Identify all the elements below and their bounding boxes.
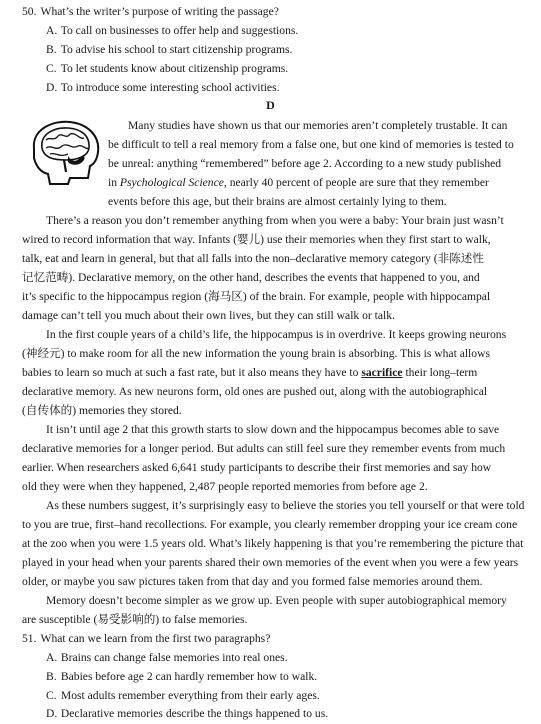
p2-line-1: There’s a reason you don’t remember anything from when you were a baby: Your brain just wasn’t	[46, 214, 504, 227]
question-number: 51.	[22, 632, 37, 645]
option-c[interactable]: C. To let students know about citizenship programs.	[46, 62, 289, 75]
p3-line-2: (神经元) to make room for all the new information the young brain is absorbing. This is what allows	[22, 347, 490, 360]
p5-line-3: at the zoo when you were 1.5 years old. What’s likely happening is that you’re remembering the picture that	[22, 537, 524, 550]
question-text: What’s the writer’s purpose of writing the passage?	[40, 5, 279, 18]
p4-line-2: declarative memories for a longer period. But adults can still feel sure they remember events from much	[22, 442, 506, 455]
option-d[interactable]: D. Declarative memories describe the things happened to us.	[46, 707, 329, 720]
p5-line-1: As these numbers suggest, it’s surprisingly easy to believe the stories you tell yourself or that were told	[46, 499, 525, 512]
passage-title: D	[266, 98, 275, 112]
option-d[interactable]: D. To introduce some interesting school activities.	[46, 81, 280, 94]
underlined-word-sacrifice: sacrifice	[361, 366, 403, 379]
p4-line-1: It isn’t until age 2 that this growth starts to slow down and the hippocampus becomes able to save	[46, 423, 500, 436]
option-a[interactable]: A. Brains can change false memories into real ones.	[46, 651, 288, 664]
question-51	[22, 629, 270, 649]
p2-line-5: it’s specific to the hippocampus region (海马区) of the brain. For example, people with hippocampal	[22, 290, 491, 303]
p5-line-5: older, or maybe you saw pictures taken from that day and you formed false memories around them.	[22, 575, 483, 588]
p1-line-3: be unreal: anything “remembered” before age 2. According to a new study published	[108, 157, 502, 170]
option-b[interactable]: B. To advise his school to start citizenship programs.	[46, 43, 293, 56]
p5-line-4: played in your head when your parents shared their own memories of the event when you were a few years	[22, 556, 519, 569]
question-50	[22, 2, 279, 22]
p3-line-5: (自传体的) memories they stored.	[22, 404, 182, 417]
p2-line-4: 记忆范畴). Declarative memory, on the other hand, describes the events that happened to you, and	[22, 271, 480, 284]
p2-line-3: talk, eat and learn in general, but that all falls into the non–declarative memory category (非陈述性	[22, 252, 484, 265]
p6-line-1: Memory doesn’t become simpler as we grow up. Even people with super autobiographical memory	[46, 594, 507, 607]
question-number: 50.	[22, 5, 37, 18]
option-c[interactable]: C. Most adults remember everything from their early ages.	[46, 689, 320, 702]
p1-line-1: Many studies have shown us that our memories aren’t completely trustable. It can	[128, 119, 508, 132]
p6-line-2: are susceptible (易受影响的) to false memories.	[22, 613, 248, 626]
p2-line-6: damage can’t tell you much about their own lives, but they can still walk or talk.	[22, 309, 395, 322]
p4-line-4: old they were when they happened, 2,487 people reported memories from before age 2.	[22, 480, 428, 493]
p1-line-5: events before this age, but their brains are almost certainly lying to them.	[108, 195, 447, 208]
journal-name: Psychological Science	[119, 176, 224, 189]
p1-line-2: be difficult to tell a real memory from a false one, but one kind of memories is tested to	[108, 138, 514, 151]
p3-line-4: declarative memory. As new neurons form, old ones are pushed out, along with the autobiographical	[22, 385, 488, 398]
p1-line-4: in Psychological Science, nearly 40 percent of people are sure that they remember	[108, 176, 489, 189]
question-text: What can we learn from the first two paragraphs?	[40, 632, 271, 645]
p3-line-3: babies to learn so much at such a fast rate, but it also means they have to sacrifice their long–term	[22, 366, 478, 379]
option-b[interactable]: B. Babies before age 2 can hardly remember how to walk.	[46, 670, 318, 683]
brain-head-illustration	[24, 118, 104, 186]
option-a[interactable]: A. To call on businesses to offer help and suggestions.	[46, 24, 299, 37]
p4-line-3: earlier. When researchers asked 6,641 study participants to describe their first memories and say how	[22, 461, 492, 474]
p3-line-1: In the first couple years of a child’s life, the hippocampus is in overdrive. It keeps growing neurons	[46, 328, 507, 341]
p5-line-2: to you are true, first–hand recollections. For example, you clearly remember dropping your ice cream cone	[22, 518, 518, 531]
p2-line-2: wired to record information that way. Infants (婴儿) use their memories when they first start to walk,	[22, 233, 491, 246]
